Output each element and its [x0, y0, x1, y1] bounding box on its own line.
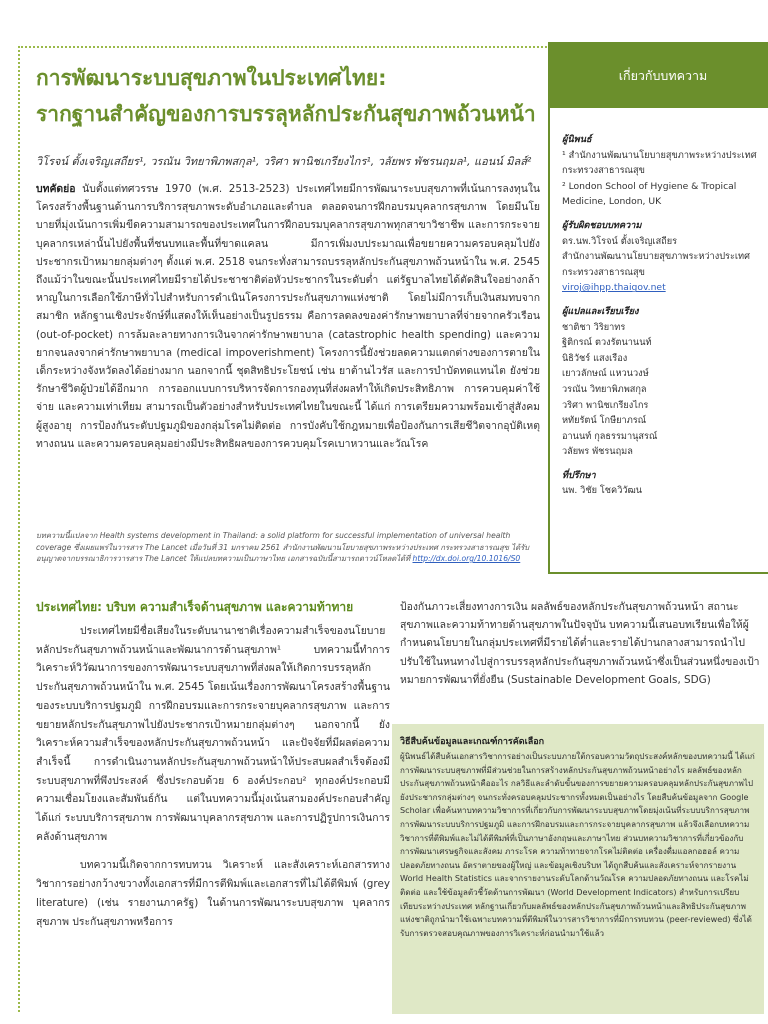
contact-heading: ผู้รับผิดชอบบทความ — [562, 219, 642, 231]
advisor-name: นพ. วิชัย โชควิวัฒน — [562, 485, 643, 497]
translator-item: ชาติชา วิริยาทร — [562, 321, 626, 333]
body-column-right: ป้องกันภาวะเสี่ยงทางการเงิน ผลลัพธ์ของหลักประกันสุขภาพถ้วนหน้า สถานะสุขภาพและความท้าทายด้านสุขภาพในปัจจุบัน บทความนี้เสนอบทเรียนเพื่อให้ผู้กำหนดนโยบายในกลุ่มประเทศที่มีรายได้ต่ำและรายได้ปานกลางสามารถนำไปปรับใช้ในหนทางไปสู่การบรรลุหลักประกันสุขภาพถ้วนหน้าซึ่งเป็นส่วนหนึ่งของเป้าหมายการพัฒนาที่ยั่งยืน (Sustainable Development Goals, SDG) — [400, 601, 760, 686]
translator-item: เยาวลักษณ์ แหวนวงษ์ — [562, 368, 649, 380]
translation-note-text: บทความนี้แปลจาก Health systems development in Thailand: a solid platform for successful implementation of universal health coverage ซึ่งเผยแพร่ในวารสาร The Lancet เมื่อวันที่ 31 มกราคม 2561 สำนักงานพัฒนานโยบายสุขภาพระหว่างประเทศ กระทรวงสาธารณสุข ได้รับอนุญาตจากบรรณาธิการวารสาร The Lancet ให้แปลบทความเป็นภาษาไทย เอกสารฉบับนี้สามารถดาวน์โหลดได้ที่ — [36, 531, 530, 563]
sidebar-header: เกี่ยวกับบทความ — [550, 44, 768, 108]
authors-line: วิโรจน์ ตั้งเจริญเสถียร¹, วรณัน วิทยาพิภพสกุล¹, วริศา พานิชเกรียงไกร¹, วลัยพร พัชรนฤมล¹, แอนน์ มิลส์² — [36, 155, 532, 168]
translator-item: หทัยรัตน์ โกษียาภรณ์ — [562, 415, 647, 427]
abstract — [36, 180, 540, 453]
doi-link[interactable]: http://dx.doi.org/10.1016/S0 — [412, 554, 521, 563]
section-heading: ประเทศไทย: บริบท ความสำเร็จด้านสุขภาพ และความท้าทาย — [36, 600, 354, 614]
contact-email-link[interactable]: viroj@ihpp.thaigov.net — [562, 282, 666, 294]
translation-note — [36, 530, 540, 565]
article-title-line1: การพัฒนาระบบสุขภาพในประเทศไทย: — [36, 66, 387, 90]
translators-heading: ผู้แปลและเรียบเรียง — [562, 305, 639, 317]
translator-item: อานนท์ กุลธรรมานุสรณ์ — [562, 430, 658, 442]
body-paragraph: ประเทศไทยมีชื่อเสียงในระดับนานาชาติเรื่องความสำเร็จของนโยบายหลักประกันสุขภาพถ้วนหน้าและพัฒนาการด้านสุขภาพ¹ บทความนี้ทำการวิเคราะห์วิวัฒนาการของการพัฒนาระบบสุขภาพที่ส่งผลให้เกิดการบรรลุหลักประกันสุขภาพถ้วนหน้าใน พ.ศ. 2545 โดยเน้นเรื่องการพัฒนาโครงสร้างพื้นฐานของระบบบริการปฐมภูมิ การฝึกอบรมและการกระจายบุคลากรสุขภาพ และการขยายหลักประกันสุขภาพไปยังประชากรเป้าหมายกลุ่มต่างๆ นอกจากนี้ ยังวิเคราะห์ความสำเร็จของหลักประกันสุขภาพถ้วนหน้า และปัจจัยที่มีผลต่อความสำเร็จนี้ การดำเนินงานหลักประกันสุขภาพถ้วนหน้าให้ประสบผลสำเร็จต้องมีระบบสุขภาพที่พึงประสงค์ ซึ่งประกอบด้วย 6 องค์ประกอบ² ทุกองค์ประกอบมีความเชื่อมโยงและสัมพันธ์กัน แต่ในบทความนี้มุ่งเน้นสามองค์ประกอบสำคัญ ได้แก่ ระบบบริการสุขภาพ การพัฒนาบุคลากรสุขภาพ และการปฏิรูปการเงินการคลังด้านสุขภาพ — [36, 625, 390, 843]
contact-name: ดร.นพ.วิโรจน์ ตั้งเจริญเสถียร — [562, 235, 678, 247]
contact-org: สำนักงานพัฒนานโยบายสุขภาพระหว่างประเทศ กระทรวงสาธารณสุข — [562, 251, 750, 278]
translator-item: วริศา พานิชเกรียงไกร — [562, 399, 649, 411]
methods-box — [392, 724, 764, 1014]
translator-item: นิธิวัชร์ แสงเรือง — [562, 352, 628, 364]
advisor-heading: ที่ปรึกษา — [562, 469, 596, 481]
article-title-line2: รากฐานสำคัญของการบรรลุหลักประกันสุขภาพถ้วนหน้า — [36, 102, 536, 126]
translator-item: วลัยพร พัชรนฤมล — [562, 446, 633, 458]
abstract-text: นับตั้งแต่ทศวรรษ 1970 (พ.ศ. 2513-2523) ประเทศไทยมีการพัฒนาระบบสุขภาพที่เน้นการลงทุนในโครงสร้างพื้นฐานด้านการบริการสุขภาพระดับอำเภอและตำบล ตลอดจนการฝึกอบรมบุคลากรสุขภาพ โดยมีนโยบายที่มุ่งเน้นการเพิ่มขีดความสามารถของประเทศในการฝึกอบรมบุคลากรสุขภาพทุกสาขาวิชาชีพ และการกระจายบุคลากรเหล่านั้นไปยังพื้นที่ชนบทและพื้นที่ขาดแคลน มีการเพิ่มงบประมาณเพื่อขยายความครอบคลุมไปยังประชากรเป้าหมายกลุ่มต่างๆ ตั้งแต่ พ.ศ. 2518 จนกระทั่งสามารถบรรลุหลักประกันสุขภาพถ้วนหน้าใน พ.ศ. 2545 ถึงแม้ว่าในขณะนั้นประเทศไทยมีรายได้ประชาชาติต่อหัวประชากรในระดับต่ำ แต่รัฐบาลไทยได้ตัดสินใจอย่างกล้าหาญในการเลือกใช้ภาษีทั่วไปสำหรับการดำเนินโครงการประกันสุขภาพแห่งชาติ โดยไม่มีการเก็บเงินสมทบจากสมาชิก หลักฐานเชิงประจักษ์ที่แสดงให้เห็นอย่างเป็นรูปธรรม คือการลดลงของค่ารักษาพยาบาลที่จ่ายจากครัวเรือน (out-of-pocket) การล้มละลายทางการเงินจากค่ารักษาพยาบาล (catastrophic health spending) และความยากจนลงจากค่ารักษาพยาบาล (medical impoverishment) โครงการนี้ยังช่วยลดความแตกต่างของการตายในเด็กระหว่างจังหวัดลงได้อย่างมาก นอกจากนี้ ชุดสิทธิประโยชน์ เช่น ยาต้านไวรัส และการบำบัดทดแทนไต ยังช่วยรักษาชีวิตผู้ป่วยได้อีกมาก การออกแบบการบริหารจัดการกองทุนที่ส่งผลทำให้เกิดประสิทธิภาพ การควบคุมค่าใช้จ่าย และความเท่าเทียม สามารถเป็นตัวอย่างสำหรับประเทศไทยในขณะนี้ ได้แก่ การเตรียมความพร้อมเข้าสู่สังคมผู้สูงอายุ การป้องกันระดับปฐมภูมิของกลุ่มโรคไม่ติดต่อ การบังคับใช้กฎหมายเพื่อป้องกันการเสียชีวิตจากอุบัติเหตุทางถนน และความครอบคลุมอย่างมีประสิทธิผลของการควบคุมโรคเบาหวานและวัณโรค — [36, 183, 540, 450]
article-frame-left — [18, 46, 22, 1012]
abstract-label: บทคัดย่อ — [36, 183, 76, 195]
body-paragraph: บทความนี้เกิดจากการทบทวน วิเคราะห์ และสังเคราะห์เอกสารทางวิชาการอย่างกว้างขวางทั้งเอกสารที่มีการตีพิมพ์และเอกสารที่ไม่ได้ตีพิมพ์ (grey literature) (เช่น รายงานภาครัฐ) ในด้านการพัฒนาระบบสุขภาพ บุคลากรสุขภาพ ประกันสุขภาพหรือการ — [36, 859, 390, 928]
methods-box-heading: วิธีสืบค้นข้อมูลและเกณฑ์การคัดเลือก — [400, 737, 545, 747]
about-article-sidebar — [548, 42, 768, 574]
authors-heading: ผู้นิพนธ์ — [562, 134, 592, 145]
affiliation-2: ² London School of Hygiene & Tropical Medicine, London, UK — [562, 180, 737, 208]
affiliation-1: ¹ สำนักงานพัฒนานโยบายสุขภาพระหว่างประเทศ กระทรวงสาธารณสุข — [562, 149, 757, 177]
body-column-left — [36, 622, 390, 941]
methods-box-text: ผู้นิพนธ์ได้สืบค้นเอกสารวิชาการอย่างเป็นระบบภายใต้กรอบความวัตถุประสงค์หลักของบทความนี้ ได้แก่ การพัฒนาระบบสุขภาพที่มีส่วนช่วยในการสร้างหลักประกันสุขภาพถ้วนหน้าอย่างไร ผลลัพธ์ของหลักประกันสุขภาพถ้วนหน้าคืออะไร กลวิธีและลำดับขั้นของการขยายความครอบคลุมหลักประกันสุขภาพไปยังประชากรกลุ่มต่างๆ จนกระทั่งครอบคลุมประชากรทั้งหมดเป็นอย่างไร โดยสืบค้นข้อมูลจาก Google Scholar เพื่อค้นหาบทความวิชาการที่เกี่ยวกับการพัฒนาระบบสุขภาพโดยมุ่งเน้นที่ระบบบริการสุขภาพ การพัฒนาระบบบริการปฐมภูมิ และการฝึกอบรมและการกระจายบุคลากรสุขภาพ แล้วจึงเลือกบทความวิชาการที่ตีพิมพ์และไม่ได้ตีพิมพ์ที่เป็นภาษาอังกฤษและภาษาไทย ส่วนบทความวิชาการที่เกี่ยวข้องกับการพัฒนาเศรษฐกิจและสังคม ภาระโรค ความท้าทายจากโรคไม่ติดต่อ เครื่องดื่มแอลกอฮอล์ ความปลอดภัยทางถนน อัตราตายของผู้ใหญ่ และข้อมูลเชิงบริบท ได้ถูกสืบค้นและสังเคราะห์จากรายงาน World Health Statistics และจากรายงานระดับโลกด้านวัณโรค ความปลอดภัยทางถนน และโรคไม่ติดต่อ และใช้ข้อมูลตัวชี้วัดด้านการพัฒนา (World Development Indicators) สำหรับการเปรียบเทียบระหว่างประเทศ หลักฐานเกี่ยวกับผลลัพธ์ของหลักประกันสุขภาพถ้วนหน้าและสิทธิประกันสุขภาพแห่งชาติถูกนำมาใช้เฉพาะบทความที่ตีพิมพ์ในวารสารวิชาการที่มีการทบทวน (peer-reviewed) ซึ่งได้รับการตรวจสอบคุณภาพของการวิเคราะห์ก่อนนำมาใช้แล้ว — [400, 751, 755, 938]
translator-item: ฐิติกรณ์ ตวงรัตนานนท์ — [562, 337, 652, 349]
translator-item: วรณัน วิทยาพิภพสกุล — [562, 383, 647, 395]
